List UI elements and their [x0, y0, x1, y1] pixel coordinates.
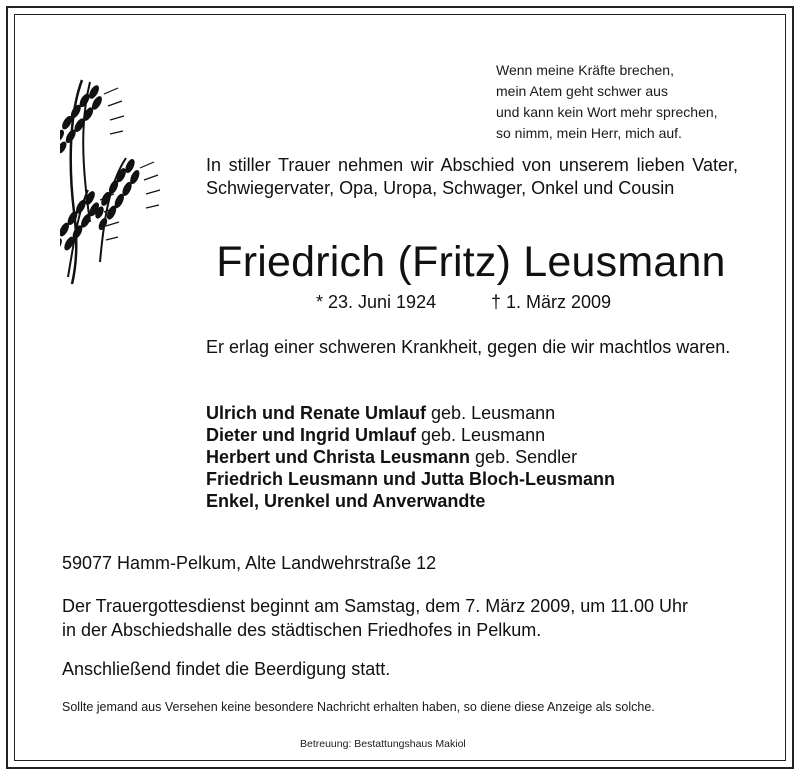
funeral-home-credit: Betreuung: Bestattungshaus Makiol [300, 738, 466, 750]
poem-line: mein Atem geht schwer aus [496, 83, 668, 99]
family-names: Herbert und Christa Leusmann [206, 447, 471, 467]
family-note: geb. Sendler [470, 447, 578, 467]
family-entry [206, 490, 615, 512]
family-list [206, 402, 615, 512]
service-info [62, 594, 742, 642]
family-note: geb. Leusmann [426, 403, 556, 423]
intro-text: In stiller Trauer nehmen wir Abschied von unserem lieben Vater, Schwiegervater, Opa, Uropa, Schwager, Onkel und Cousin [206, 155, 738, 198]
cause-text: Er erlag einer schweren Krankheit, gegen die wir machtlos waren. [206, 337, 731, 357]
family-names: Friedrich Leusmann und Jutta Bloch-Leusmann [206, 469, 616, 489]
family-entry [206, 424, 615, 446]
notice-text: Sollte jemand aus Versehen keine besondere Nachricht erhalten haben, so diene diese Anzeige als solche. [62, 700, 655, 714]
poem-line: und kann kein Wort mehr sprechen, [496, 104, 718, 120]
family-entry [206, 468, 615, 490]
family-note: geb. Leusmann [416, 425, 546, 445]
service-line: Der Trauergottesdienst beginnt am Samstag, dem 7. März 2009, um 11.00 Uhr [62, 596, 688, 616]
deceased-name: Friedrich (Fritz) Leusmann [216, 238, 726, 286]
family-entry [206, 402, 615, 424]
poem-line: Wenn meine Kräfte brechen, [496, 62, 674, 78]
birth-date: * 23. Juni 1924 [316, 292, 437, 312]
poem [496, 60, 718, 144]
poem-line: so nimm, mein Herr, mich auf. [496, 125, 682, 141]
family-names: Enkel, Urenkel und Anverwandte [206, 491, 486, 511]
burial-info: Anschließend findet die Beerdigung statt. [62, 659, 391, 679]
service-line: in der Abschiedshalle des städtischen Friedhofes in Pelkum. [62, 620, 542, 640]
family-names: Dieter und Ingrid Umlauf [206, 425, 417, 445]
death-date: † 1. März 2009 [491, 292, 612, 312]
family-names: Ulrich und Renate Umlauf [206, 403, 427, 423]
address: 59077 Hamm-Pelkum, Alte Landwehrstraße 12 [62, 553, 437, 573]
wheat-ears-icon [60, 72, 180, 290]
family-entry [206, 446, 615, 468]
